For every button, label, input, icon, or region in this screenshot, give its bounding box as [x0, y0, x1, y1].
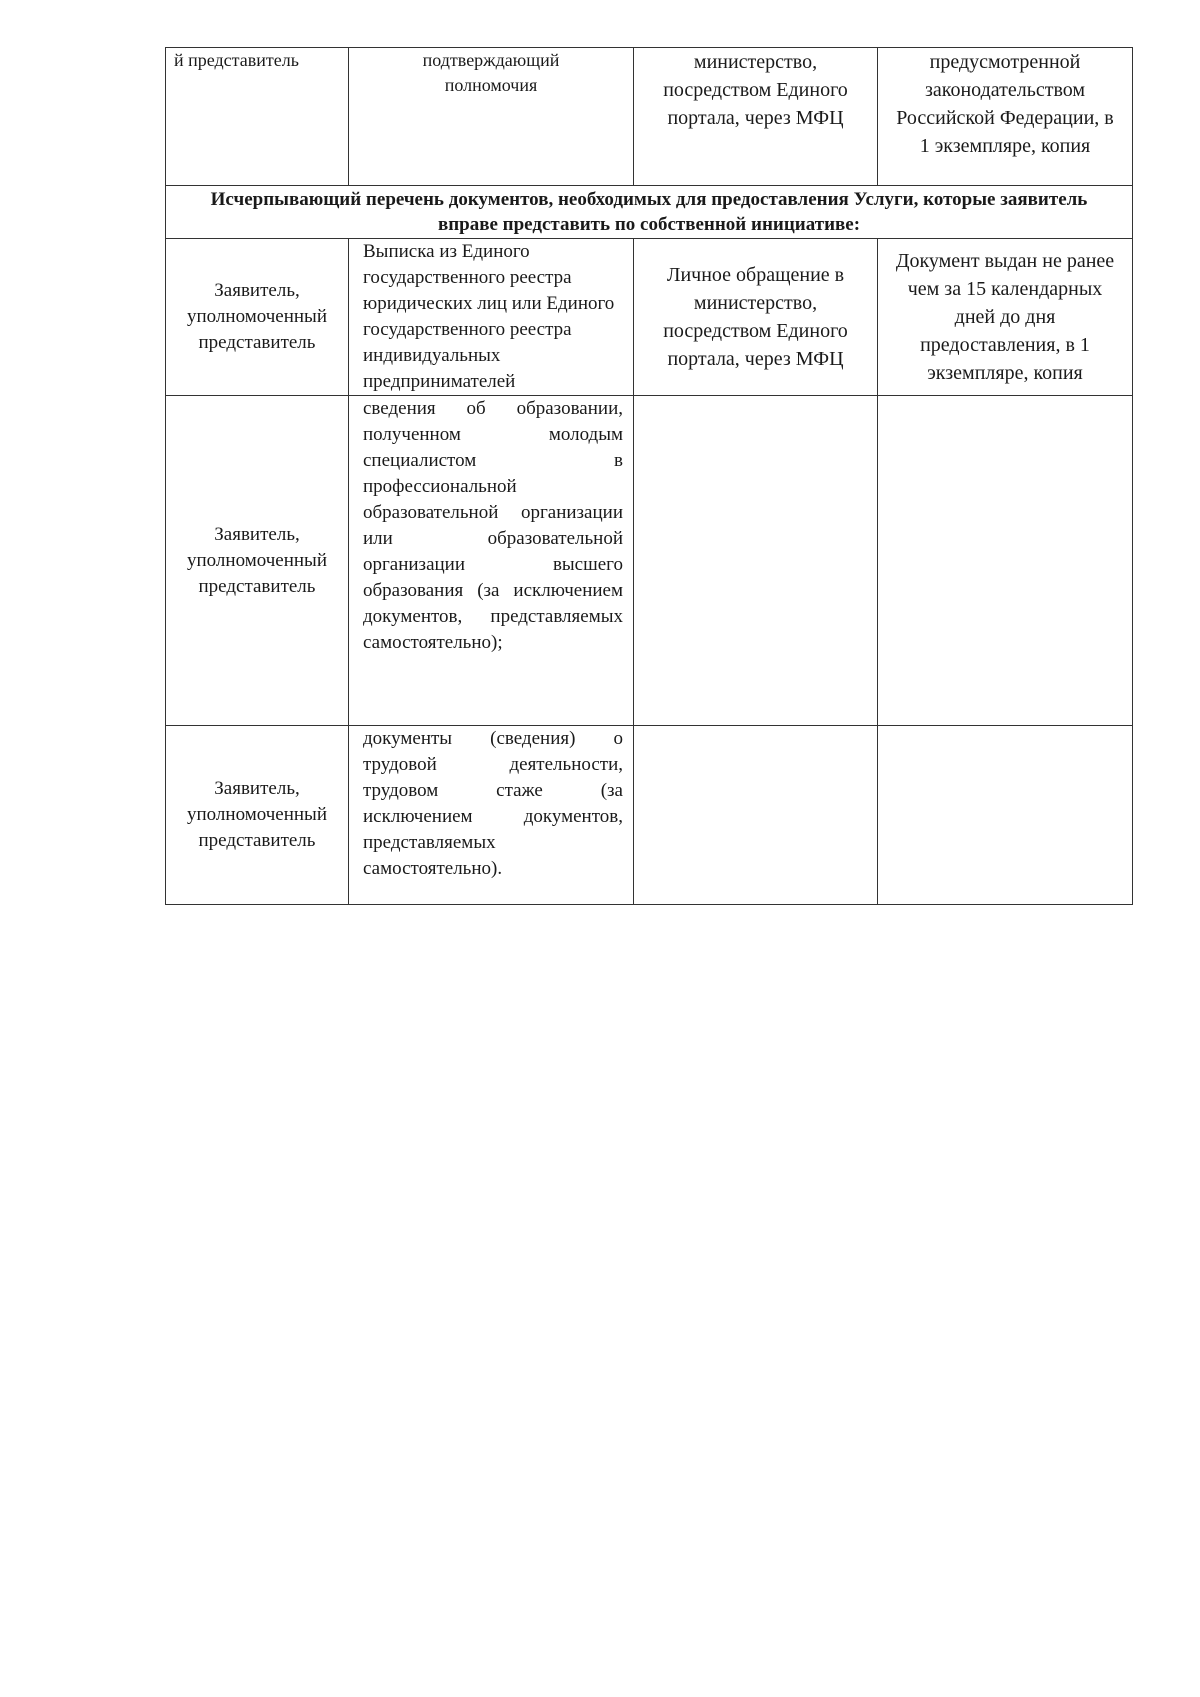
- requirements-cell: [878, 48, 1133, 186]
- table-row: [166, 186, 1133, 239]
- applicant-text: Заявитель, уполномоченный представитель: [187, 280, 327, 353]
- method-cell: [634, 726, 878, 905]
- document-cell: [349, 239, 634, 396]
- applicant-cell: [166, 726, 349, 905]
- requirements-cell: [878, 239, 1133, 396]
- document-text: документы (сведения) о трудовой деятельности, трудовом стаже (за исключением документов, представляемых самостоятельно).: [363, 728, 623, 879]
- requirements-cell: [878, 726, 1133, 905]
- documents-table: [165, 47, 1133, 905]
- requirements-text: предусмотренной законодательством Российской Федерации, в 1 экземпляре, копия: [896, 51, 1114, 157]
- document-text: Выписка из Единого государственного реестра юридических лиц или Единого государственного реестра индивидуальных предпринимателей: [363, 241, 615, 392]
- method-cell: [634, 239, 878, 396]
- applicant-cell: [166, 239, 349, 396]
- document-cell: [349, 726, 634, 905]
- section-header: [166, 186, 1133, 239]
- document-text: подтверждающий полномочия: [422, 50, 560, 95]
- applicant-text: Заявитель, уполномоченный представитель: [187, 778, 327, 851]
- document-cell: [349, 396, 634, 726]
- document-cell: [349, 48, 634, 186]
- method-cell: [634, 396, 878, 726]
- method-text: Личное обращение в министерство, посредством Единого портала, через МФЦ: [663, 264, 848, 370]
- method-text: министерство, посредством Единого портала, через МФЦ: [663, 51, 848, 129]
- requirements-text: Документ выдан не ранее чем за 15 календарных дней до дня предоставления, в 1 экземпляре, копия: [895, 250, 1115, 384]
- table-row: [166, 726, 1133, 905]
- table-row: [166, 48, 1133, 186]
- table-row: [166, 396, 1133, 726]
- document-text: сведения об образовании, полученном молодым специалистом в профессиональной образовательной организации или образовательной организации высшего образования (за исключением документов, представляемых самостоятельно);: [363, 398, 623, 653]
- applicant-text: й представитель: [174, 50, 299, 70]
- section-header-text: Исчерпывающий перечень документов, необходимых для предоставления Услуги, которые заявитель вправе представить по собственной инициативе:: [210, 189, 1088, 235]
- applicant-cell: [166, 48, 349, 186]
- applicant-text: Заявитель, уполномоченный представитель: [187, 523, 327, 597]
- requirements-cell: [878, 396, 1133, 726]
- applicant-cell: [166, 396, 349, 726]
- method-cell: [634, 48, 878, 186]
- table-row: [166, 239, 1133, 396]
